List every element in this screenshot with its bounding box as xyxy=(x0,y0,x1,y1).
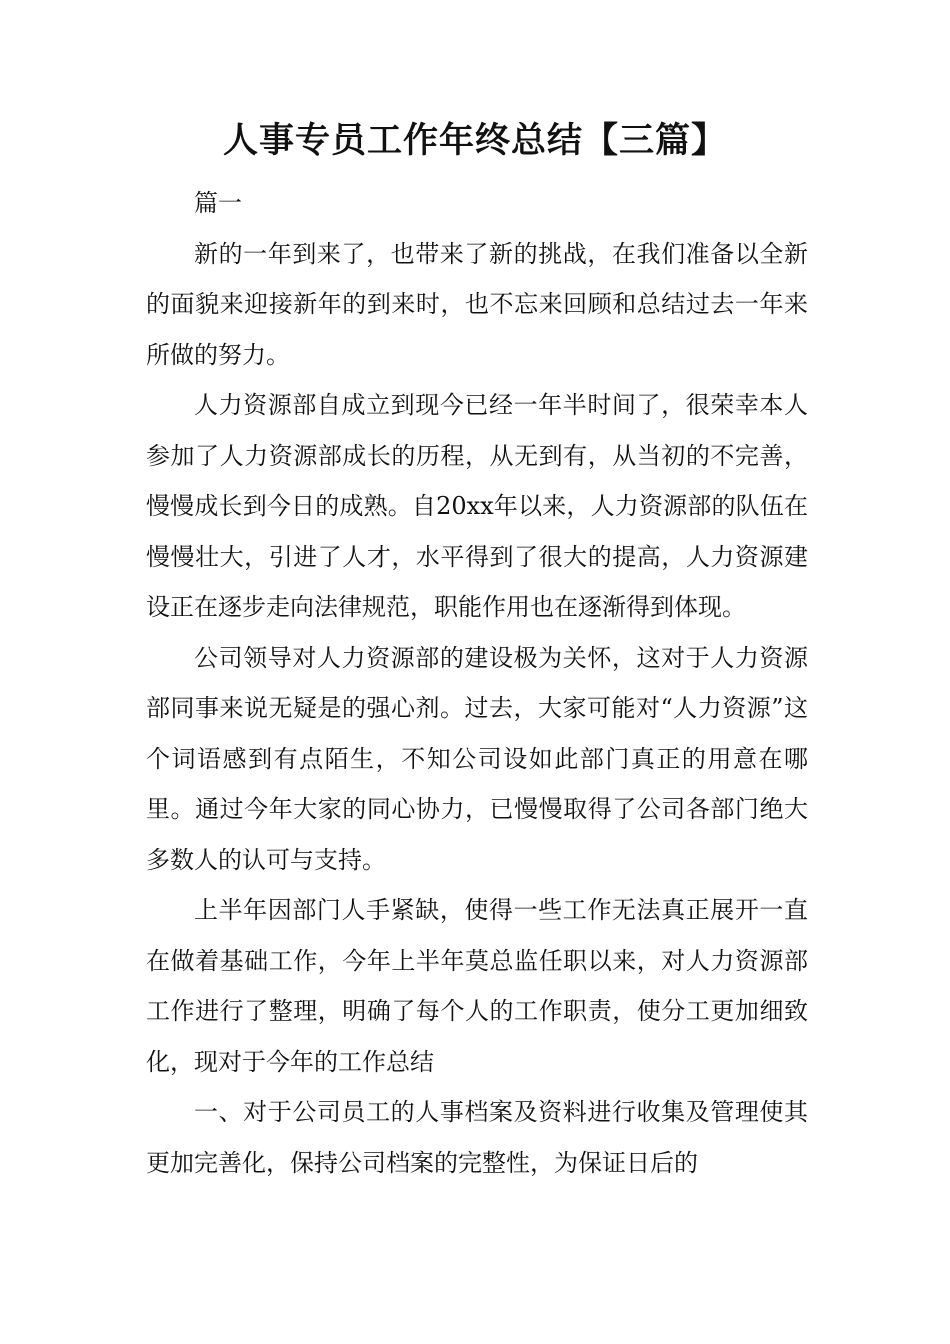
section-label: 篇一 xyxy=(194,189,242,217)
document-title: 人事专员工作年终总结【三篇】 xyxy=(222,121,727,161)
document-body xyxy=(146,178,808,1188)
paragraph-2: 人力资源部自成立到现今已经一年半时间了，很荣幸本人参加了人力资源部成长的历程，从无到有，从当初的不完善，慢慢成长到今日的成熟。自20xx年以来，人力资源部的队伍在慢慢壮大，引进了人才，水平得到了很大的提高，人力资源建设正在逐步走向法律规范，职能作用也在逐渐得到体现。 xyxy=(146,391,808,621)
paragraph-4: 上半年因部门人手紧缺，使得一些工作无法真正展开一直在做着基础工作，今年上半年莫总监任职以来，对人力资源部工作进行了整理，明确了每个人的工作职责，使分工更加细致化，现对于今年的工作总结 xyxy=(146,896,808,1076)
paragraph-5: 一、对于公司员工的人事档案及资料进行收集及管理使其更加完善化，保持公司档案的完整性，为保证日后的 xyxy=(146,1098,808,1177)
paragraph-3: 公司领导对人力资源部的建设极为关怀，这对于人力资源部同事来说无疑是的强心剂。过去，大家可能对“人力资源”这个词语感到有点陌生，不知公司设如此部门真正的用意在哪里。通过今年大家的同心协力，已慢慢取得了公司各部门绝大多数人的认可与支持。 xyxy=(146,643,808,874)
paragraph-1: 新的一年到来了，也带来了新的挑战，在我们准备以全新的面貌来迎接新年的到来时，也不忘来回顾和总结过去一年来所做的努力。 xyxy=(146,239,808,369)
